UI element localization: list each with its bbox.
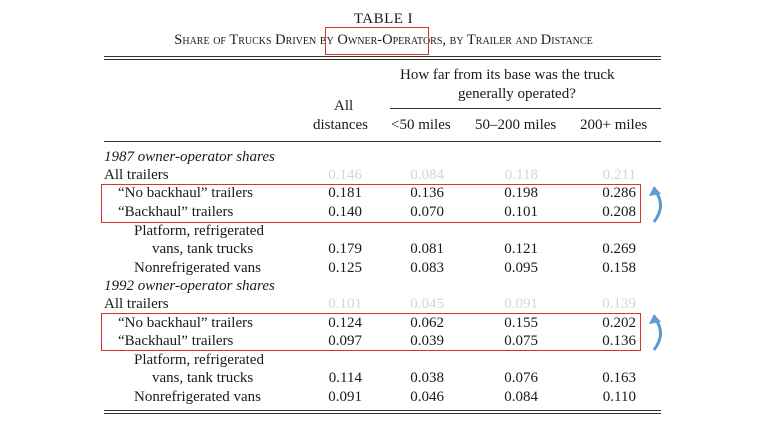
header-question-2: generally operated? bbox=[458, 86, 576, 102]
table-cell: 0.091 bbox=[504, 296, 538, 312]
row-label: Platform, refrigerated bbox=[134, 223, 264, 239]
table-cell: 0.039 bbox=[410, 333, 444, 349]
table-cell: 0.155 bbox=[504, 315, 538, 331]
header-all: All bbox=[334, 98, 354, 114]
subtitle-text-end: , by Trailer and Distance bbox=[442, 32, 593, 48]
table-cell: 0.146 bbox=[328, 167, 362, 183]
bottom-rule-2 bbox=[104, 413, 661, 414]
table-cell: 0.136 bbox=[602, 333, 636, 349]
table-cell: 0.045 bbox=[410, 296, 444, 312]
table-cell: 0.124 bbox=[328, 315, 362, 331]
row-label: Platform, refrigerated bbox=[134, 352, 264, 368]
table-cell: 0.038 bbox=[410, 370, 444, 386]
table-cell: 0.136 bbox=[410, 185, 444, 201]
header-subrule bbox=[390, 108, 661, 109]
table-cell: 0.062 bbox=[410, 315, 444, 331]
table-cell: 0.140 bbox=[328, 204, 362, 220]
highlight-box-1992 bbox=[101, 313, 641, 351]
row-label: vans, tank trucks bbox=[152, 370, 254, 386]
row-label: “Backhaul” trailers bbox=[118, 204, 234, 220]
table-cell: 0.163 bbox=[602, 370, 636, 386]
row-label: All trailers bbox=[104, 296, 169, 312]
table-cell: 0.121 bbox=[504, 241, 538, 257]
table-cell: 0.269 bbox=[602, 241, 636, 257]
table-cell: 0.125 bbox=[328, 260, 362, 276]
table-cell: 0.211 bbox=[602, 167, 636, 183]
header-col-lt50: <50 miles bbox=[391, 117, 451, 133]
row-label: Nonrefrigerated vans bbox=[134, 260, 262, 276]
table-cell: 0.110 bbox=[602, 389, 636, 405]
table-cell: 0.139 bbox=[602, 296, 636, 312]
table-cell: 0.075 bbox=[504, 333, 538, 349]
subtitle-highlight-text: Owner-Operators bbox=[337, 32, 443, 48]
table-cell: 0.101 bbox=[328, 296, 362, 312]
highlight-box-owner-operators bbox=[325, 27, 429, 55]
table-cell: 0.118 bbox=[504, 167, 538, 183]
table-cell: 0.097 bbox=[328, 333, 362, 349]
highlight-box-1987 bbox=[101, 184, 641, 223]
table-cell: 0.083 bbox=[410, 260, 444, 276]
table-cell: 0.084 bbox=[504, 389, 538, 405]
row-label: vans, tank trucks bbox=[152, 241, 254, 257]
table-cell: 0.084 bbox=[410, 167, 444, 183]
table-cell: 0.286 bbox=[602, 185, 636, 201]
row-label: Nonrefrigerated vans bbox=[134, 389, 262, 405]
table-cell: 0.114 bbox=[328, 370, 362, 386]
row-label: All trailers bbox=[104, 167, 169, 183]
header-bottom-rule bbox=[104, 141, 661, 142]
section-heading: 1992 owner-operator shares bbox=[104, 278, 275, 294]
table-cell: 0.091 bbox=[328, 389, 362, 405]
table-cell: 0.095 bbox=[504, 260, 538, 276]
table-cell: 0.076 bbox=[504, 370, 538, 386]
table-cell: 0.070 bbox=[410, 204, 444, 220]
table-cell: 0.202 bbox=[602, 315, 636, 331]
curved-arrow-icon bbox=[644, 312, 670, 354]
top-rule-2 bbox=[104, 59, 661, 60]
row-label: “No backhaul” trailers bbox=[118, 315, 253, 331]
header-question-1: How far from its base was the truck bbox=[400, 67, 615, 83]
header-col-200plus: 200+ miles bbox=[580, 117, 648, 133]
table-cell: 0.158 bbox=[602, 260, 636, 276]
table-cell: 0.081 bbox=[410, 241, 444, 257]
top-rule bbox=[104, 56, 661, 57]
table-cell: 0.046 bbox=[410, 389, 444, 405]
section-heading: 1987 owner-operator shares bbox=[104, 149, 275, 165]
table-cell: 0.101 bbox=[504, 204, 538, 220]
table-cell: 0.198 bbox=[504, 185, 538, 201]
table-cell: 0.208 bbox=[602, 204, 636, 220]
bottom-rule bbox=[104, 410, 661, 411]
subtitle-text: Share of Trucks Driven by bbox=[174, 32, 338, 48]
table-cell: 0.181 bbox=[328, 185, 362, 201]
table-title: TABLE I bbox=[353, 11, 414, 27]
header-distances: distances bbox=[313, 117, 368, 133]
table-cell: 0.179 bbox=[328, 241, 362, 257]
row-label: “Backhaul” trailers bbox=[118, 333, 234, 349]
header-col-50-200: 50–200 miles bbox=[475, 117, 557, 133]
curved-arrow-icon bbox=[644, 184, 670, 226]
row-label: “No backhaul” trailers bbox=[118, 185, 253, 201]
